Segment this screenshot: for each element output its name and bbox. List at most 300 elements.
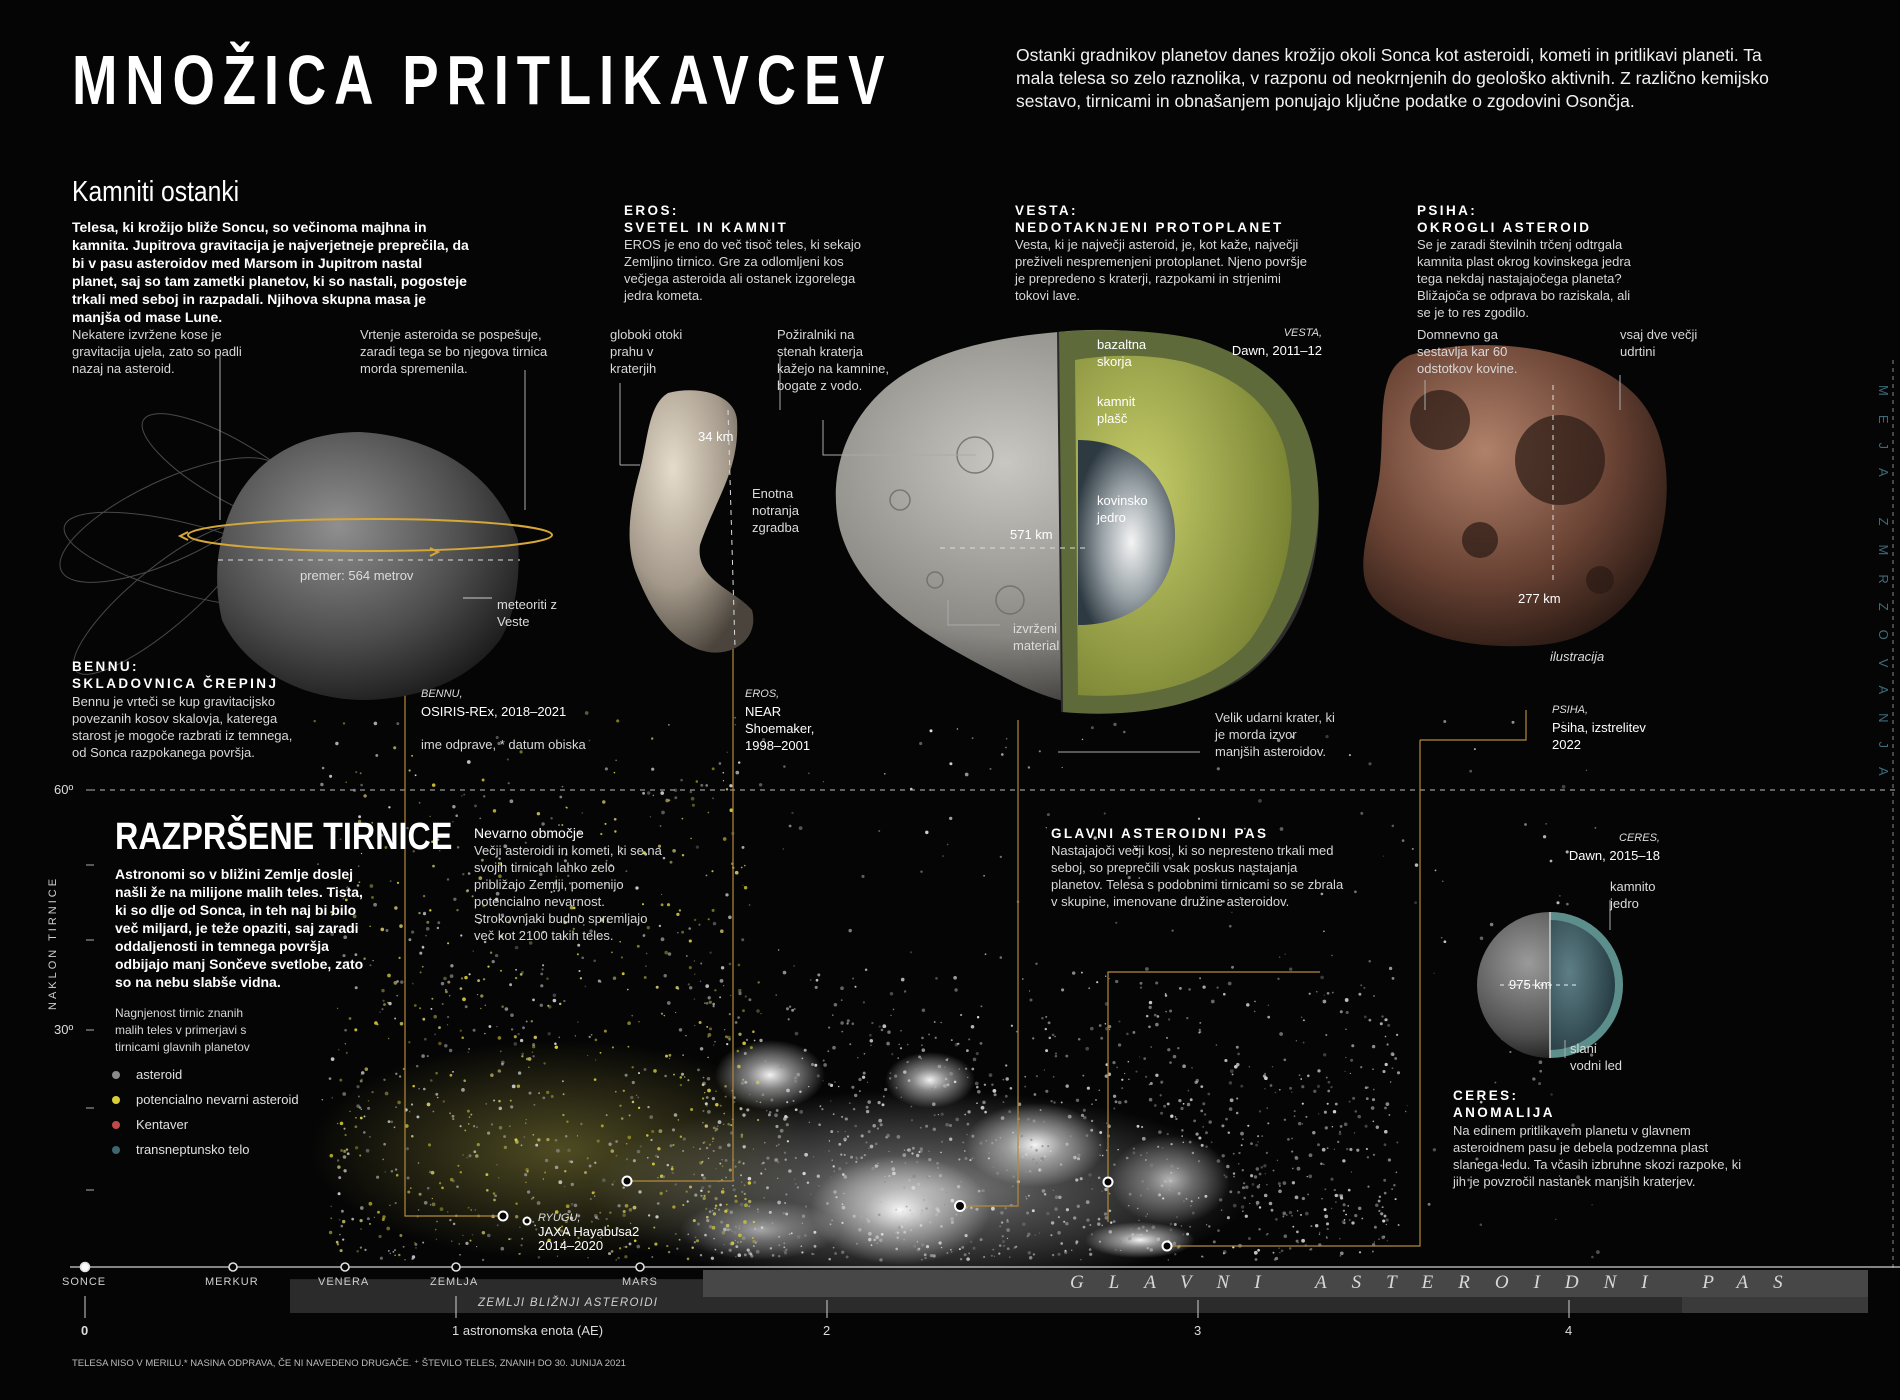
asteroid-dot: [1143, 1057, 1146, 1060]
asteroid-dot: [789, 1233, 791, 1235]
axis-body-sun: SONCE: [62, 1276, 107, 1288]
asteroid-dot: [337, 1159, 339, 1161]
asteroid-dot: [689, 966, 692, 969]
asteroid-dot: [359, 1106, 361, 1108]
asteroid-dot: [337, 1165, 340, 1168]
asteroid-dot: [1090, 1027, 1094, 1031]
asteroid-dot: [1045, 1049, 1048, 1052]
asteroid-dot: [999, 1244, 1002, 1247]
asteroid-dot: [463, 1079, 466, 1082]
asteroid-dot: [903, 1239, 905, 1241]
asteroid-dot: [580, 1123, 582, 1125]
asteroid-dot: [651, 737, 653, 739]
asteroid-dot: [1242, 1169, 1244, 1171]
asteroid-dot: [1000, 1137, 1001, 1138]
asteroid-dot: [475, 1154, 479, 1158]
asteroid-dot: [1390, 1081, 1392, 1083]
asteroid-dot: [950, 1217, 954, 1221]
asteroid-dot: [888, 1175, 890, 1177]
asteroid-dot: [527, 1190, 530, 1193]
asteroid-dot: [1131, 1233, 1134, 1236]
asteroid-dot: [912, 1186, 916, 1190]
asteroid-dot: [515, 946, 519, 950]
asteroid-dot: [1206, 1224, 1207, 1225]
asteroid-dot: [1255, 1144, 1258, 1147]
asteroid-dot: [650, 816, 651, 817]
asteroid-dot: [672, 849, 676, 853]
asteroid-dot: [757, 1210, 759, 1212]
asteroid-dot: [868, 1148, 869, 1149]
asteroid-dot: [426, 927, 430, 931]
asteroid-dot: [374, 722, 378, 726]
asteroid-dot: [722, 772, 724, 774]
asteroid-dot: [976, 1102, 978, 1104]
asteroid-dot: [1229, 925, 1232, 928]
asteroid-dot: [1317, 1069, 1320, 1072]
asteroid-dot: [765, 1168, 767, 1170]
asteroid-dot: [355, 1146, 358, 1149]
asteroid-dot: [551, 1095, 554, 1098]
asteroid-dot: [947, 844, 949, 846]
asteroid-dot: [449, 995, 450, 996]
asteroid-dot: [795, 1183, 797, 1185]
asteroid-dot: [980, 1042, 983, 1045]
asteroid-dot: [723, 1188, 724, 1189]
asteroid-dot: [1480, 937, 1484, 941]
asteroid-dot: [1155, 1074, 1158, 1077]
asteroid-dot: [531, 1020, 533, 1022]
asteroid-dot: [854, 1094, 857, 1097]
asteroid-dot: [1538, 1082, 1541, 1085]
asteroid-dot: [411, 755, 413, 757]
asteroid-dot: [681, 1073, 684, 1076]
asteroid-dot: [786, 1101, 788, 1103]
asteroid-dot: [504, 1146, 507, 1149]
asteroid-dot: [976, 1086, 979, 1089]
asteroid-dot: [1133, 1148, 1135, 1150]
asteroid-dot: [1003, 1245, 1004, 1246]
asteroid-dot: [1279, 956, 1280, 957]
asteroid-dot: [1109, 1210, 1112, 1213]
asteroid-dot: [1082, 739, 1084, 741]
asteroid-dot: [748, 998, 751, 1001]
asteroid-dot: [1301, 1085, 1304, 1088]
asteroid-dot: [1085, 1047, 1089, 1051]
asteroid-dot: [344, 1150, 345, 1151]
asteroid-dot: [747, 1249, 750, 1252]
asteroid-dot: [578, 970, 580, 972]
asteroid-dot: [1188, 988, 1191, 991]
asteroid-dot: [500, 1247, 504, 1251]
asteroid-dot: [374, 1217, 375, 1218]
asteroid-dot: [430, 1008, 432, 1010]
asteroid-dot: [360, 1206, 364, 1210]
asteroid-dot: [416, 1115, 419, 1118]
asteroid-dot: [515, 977, 517, 979]
asteroid-dot: [840, 1021, 844, 1025]
asteroid-dot: [895, 1248, 898, 1251]
asteroid-dot: [1294, 1115, 1296, 1117]
asteroid-dot: [542, 964, 544, 966]
asteroid-dot: [1312, 1131, 1315, 1134]
asteroid-dot: [531, 1198, 533, 1200]
asteroid-dot: [804, 1153, 808, 1157]
asteroid-dot: [841, 999, 843, 1001]
asteroid-dot: [1170, 1165, 1174, 1169]
asteroid-dot: [1236, 1063, 1239, 1066]
asteroid-dot: [580, 977, 582, 979]
asteroid-dot: [1024, 1086, 1026, 1088]
asteroid-dot: [904, 990, 906, 992]
asteroid-dot: [875, 1143, 878, 1146]
asteroid-dot: [1175, 1116, 1176, 1117]
asteroid-dot: [966, 1257, 970, 1261]
danger-heading: Nevarno območje: [474, 825, 584, 841]
asteroid-dot: [1391, 1052, 1395, 1056]
asteroid-dot: [559, 1003, 561, 1005]
asteroid-dot: [1064, 1250, 1066, 1252]
asteroid-dot: [1383, 1179, 1386, 1182]
asteroid-dot: [1385, 1018, 1388, 1021]
asteroid-dot: [1264, 1194, 1268, 1198]
frost-line-label: MEJA ZMRZOVANJA: [1876, 385, 1891, 795]
main-belt-text: Nastajajoči večji kosi, ki so nepresteno trkali med seboj, so preprečili vsak poskus nastajanja planetov. Telesa s podobnimi tirnicami so se zbrala v skupine, imenovane družine asteroidov.: [1051, 843, 1344, 909]
asteroid-dot: [860, 1156, 863, 1159]
asteroid-dot: [1216, 986, 1218, 988]
asteroid-dot: [745, 995, 747, 997]
asteroid-dot: [1109, 978, 1110, 979]
asteroid-dot: [1294, 1110, 1296, 1112]
asteroid-dot: [694, 960, 695, 961]
asteroid-dot: [343, 1155, 347, 1159]
asteroid-dot: [1142, 1180, 1144, 1182]
asteroid-dot: [960, 1214, 963, 1217]
asteroid-dot: [946, 1192, 947, 1193]
asteroid-dot: [706, 1026, 708, 1028]
asteroid-dot: [753, 1245, 755, 1247]
asteroid-dot: [741, 1136, 743, 1138]
asteroid-dot: [1167, 1133, 1169, 1135]
asteroid-dot: [718, 1120, 722, 1124]
asteroid-dot: [784, 1252, 787, 1255]
asteroid-dot: [1387, 1240, 1389, 1242]
asteroid-dot: [360, 1080, 363, 1083]
asteroid-dot: [1227, 1216, 1230, 1219]
asteroid-dot: [1367, 1086, 1369, 1088]
asteroid-dot: [783, 1246, 785, 1248]
asteroid-dot: [526, 1021, 528, 1023]
asteroid-dot: [544, 1172, 546, 1174]
asteroid-dot: [1088, 1173, 1091, 1176]
asteroid-dot: [383, 1079, 385, 1081]
asteroid-dot: [1297, 1167, 1301, 1171]
asteroid-dot: [525, 1182, 526, 1183]
asteroid-dot: [1035, 963, 1037, 965]
asteroid-dot: [595, 1059, 596, 1060]
asteroid-dot: [1414, 901, 1417, 904]
asteroid-dot: [369, 1223, 371, 1225]
asteroid-dot: [886, 1134, 890, 1138]
asteroid-dot: [734, 1231, 737, 1234]
asteroid-dot: [828, 1150, 830, 1152]
asteroid-dot: [676, 913, 679, 916]
asteroid-dot: [1113, 723, 1116, 726]
asteroid-dot: [966, 1207, 967, 1208]
psyche-caption-2: OKROGLI ASTEROID: [1417, 220, 1592, 235]
asteroid-dot: [858, 1228, 862, 1232]
asteroid-dot: [725, 893, 728, 896]
asteroid-dot: [450, 1074, 453, 1077]
asteroid-dot: [712, 767, 715, 770]
asteroid-dot: [964, 1114, 966, 1116]
asteroid-dot: [535, 1144, 538, 1147]
asteroid-dot: [1000, 856, 1002, 858]
asteroid-dot: [813, 1156, 814, 1157]
asteroid-dot: [762, 1093, 765, 1096]
asteroid-dot: [329, 775, 332, 778]
asteroid-dot: [960, 1258, 962, 1260]
asteroid-dot: [804, 1234, 807, 1237]
asteroid-dot: [920, 1212, 924, 1216]
asteroid-dot: [1539, 1060, 1543, 1064]
asteroid-dot: [686, 1191, 688, 1193]
axis-body-venus: VENERA: [318, 1276, 370, 1288]
asteroid-dot: [510, 799, 514, 803]
asteroid-dot: [1267, 1233, 1268, 1234]
asteroid-dot: [1275, 1218, 1278, 1221]
asteroid-dot: [770, 1099, 773, 1102]
asteroid-dot: [684, 1076, 685, 1077]
asteroid-dot: [1183, 1103, 1185, 1105]
asteroid-dot: [1010, 1087, 1013, 1090]
asteroid-dot: [1371, 1106, 1375, 1110]
asteroid-dot: [337, 1243, 339, 1245]
asteroid-dot: [1047, 813, 1050, 816]
asteroid-dot: [1252, 1183, 1255, 1186]
asteroid-dot: [704, 1092, 705, 1093]
asteroid-dot: [1053, 1190, 1054, 1191]
asteroid-dot: [777, 1178, 778, 1179]
legend-item: [112, 1062, 299, 1087]
asteroid-dot: [935, 1037, 937, 1039]
asteroid-dot: [872, 1124, 876, 1128]
asteroid-dot: [1591, 1204, 1592, 1205]
asteroid-dot: [1186, 1017, 1188, 1019]
asteroid-dot: [811, 1063, 814, 1066]
asteroid-dot: [895, 1231, 898, 1234]
asteroid-dot: [714, 1041, 716, 1043]
asteroid-dot: [729, 784, 732, 787]
asteroid-dot: [823, 781, 824, 782]
asteroid-dot: [877, 1163, 878, 1164]
asteroid-dot: [1380, 1022, 1383, 1025]
asteroid-dot: [851, 1086, 854, 1089]
asteroid-dot: [783, 848, 784, 849]
asteroid-dot: [345, 1134, 347, 1136]
asteroid-dot: [831, 1176, 832, 1177]
asteroid-dot: [493, 1099, 495, 1101]
asteroid-dot: [1088, 987, 1090, 989]
asteroid-dot: [1344, 1122, 1348, 1126]
asteroid-dot: [890, 1015, 891, 1016]
asteroid-dot: [711, 1257, 714, 1260]
asteroid-dot: [950, 1249, 952, 1251]
asteroid-dot: [396, 980, 399, 983]
asteroid-dot: [1282, 1212, 1286, 1216]
asteroid-dot: [1328, 1081, 1331, 1084]
asteroid-dot: [1022, 1222, 1025, 1225]
asteroid-dot: [432, 865, 435, 868]
asteroid-dot: [466, 1157, 467, 1158]
asteroid-dot: [627, 1021, 631, 1025]
asteroid-dot: [1351, 1221, 1354, 1224]
asteroid-dot: [1071, 1249, 1073, 1251]
asteroid-dot: [867, 1082, 868, 1083]
asteroid-dot: [410, 1187, 412, 1189]
asteroid-dot: [1148, 1025, 1151, 1028]
asteroid-dot: [395, 1073, 397, 1075]
asteroid-dot: [1376, 1126, 1379, 1129]
asteroid-dot: [611, 952, 613, 954]
asteroid-dot: [920, 1224, 923, 1227]
asteroid-dot: [1386, 1224, 1387, 1225]
asteroid-dot: [1444, 940, 1447, 943]
asteroid-dot: [1226, 1165, 1230, 1169]
bennu-mission: [421, 686, 566, 720]
asteroid-dot: [330, 1217, 332, 1219]
asteroid-dot: [482, 1259, 484, 1261]
asteroid-dot: [735, 724, 737, 726]
asteroid-dot: [693, 1219, 696, 1222]
asteroid-dot: [868, 1238, 871, 1241]
y-axis-label: NAKLON TIRNICE: [47, 875, 59, 1010]
asteroid-dot: [706, 1002, 709, 1005]
asteroid-dot: [1257, 1141, 1259, 1143]
asteroid-dot: [712, 1097, 715, 1100]
asteroid-dot: [473, 1029, 476, 1032]
asteroid-dot: [587, 1055, 588, 1056]
asteroid-dot: [705, 1124, 708, 1127]
asteroid-dot: [1388, 1158, 1391, 1161]
asteroid-dot: [777, 1161, 780, 1164]
asteroid-dot: [376, 1023, 378, 1025]
asteroid-dot: [966, 1049, 969, 1052]
asteroid-dot: [1358, 1207, 1361, 1210]
asteroid-dot: [1354, 890, 1357, 893]
asteroid-dot: [1217, 767, 1220, 770]
asteroid-dot: [1395, 1198, 1397, 1200]
asteroid-dot: [967, 1123, 970, 1126]
asteroid-dot: [1249, 1066, 1250, 1067]
asteroid-dot: [1474, 748, 1476, 750]
asteroid-dot: [427, 1103, 431, 1107]
asteroid-dot: [785, 1193, 787, 1195]
asteroid-dot: [418, 1209, 420, 1211]
asteroid-dot: [791, 1009, 794, 1012]
asteroid-dot: [776, 1145, 778, 1147]
asteroid-dot: [1298, 1122, 1302, 1126]
asteroid-dot: [563, 1093, 565, 1095]
asteroid-dot: [794, 1008, 796, 1010]
asteroid-dot: [922, 1048, 926, 1052]
asteroid-dot: [858, 1179, 861, 1182]
asteroid-dot: [1201, 1256, 1203, 1258]
eros-dust-note: globoki otoki prahu v kraterjih: [610, 327, 683, 376]
asteroid-dot: [784, 1152, 786, 1154]
asteroid-dot: [749, 1223, 752, 1226]
asteroid-dot: [1384, 1215, 1387, 1218]
asteroid-dot: [1007, 1238, 1008, 1239]
asteroid-dot: [500, 970, 502, 972]
asteroid-dot: [1118, 1020, 1120, 1022]
asteroid-dot: [1384, 1107, 1387, 1110]
asteroid-dot: [1308, 1175, 1312, 1179]
asteroid-dot: [742, 1009, 745, 1012]
asteroid-dot: [340, 1249, 343, 1252]
asteroid-dot: [714, 1207, 716, 1209]
asteroid-dot: [1366, 1148, 1368, 1150]
asteroid-dot: [1120, 1250, 1121, 1251]
asteroid-dot: [726, 1043, 728, 1045]
asteroid-dot: [1278, 1247, 1280, 1249]
asteroid-dot: [786, 1007, 789, 1010]
asteroid-dot: [627, 1136, 631, 1140]
asteroid-dot: [1296, 1231, 1299, 1234]
asteroid-dot: [657, 1177, 658, 1178]
asteroid-dot: [996, 1172, 999, 1175]
asteroid-dot: [395, 1106, 397, 1108]
asteroid-dot: [1002, 1132, 1004, 1134]
asteroid-dot: [668, 952, 672, 956]
asteroid-dot: [1398, 1224, 1400, 1226]
asteroid-dot: [1073, 1156, 1077, 1160]
asteroid-dot: [913, 1210, 915, 1212]
asteroid-dot: [833, 1165, 835, 1167]
asteroid-dot: [1374, 1241, 1375, 1242]
asteroid-dot: [945, 1078, 948, 1081]
asteroid-dot: [399, 924, 403, 928]
asteroid-dot: [616, 1155, 618, 1157]
asteroid-dot: [840, 986, 844, 990]
asteroid-dot: [1027, 1233, 1030, 1236]
asteroid-dot: [390, 880, 392, 882]
asteroid-dot: [651, 1256, 653, 1258]
asteroid-dot: [1055, 1055, 1058, 1058]
asteroid-dot: [449, 1049, 452, 1052]
asteroid-dot: [365, 1067, 369, 1071]
asteroid-dot: [1266, 1107, 1268, 1109]
asteroid-dot: [1045, 1090, 1048, 1093]
asteroid-dot: [1190, 1098, 1193, 1101]
asteroid-dot: [1035, 1149, 1038, 1152]
asteroid-dot: [1000, 1211, 1003, 1214]
asteroid-dot: [1048, 1021, 1051, 1024]
asteroid-dot: [461, 795, 463, 797]
asteroid-dot: [1273, 1170, 1275, 1172]
asteroid-dot: [1254, 1175, 1257, 1178]
asteroid-dot: [411, 931, 414, 934]
asteroid-dot: [854, 986, 856, 988]
asteroid-dot: [1240, 1132, 1244, 1136]
asteroid-dot: [1173, 1055, 1177, 1059]
asteroid-dot: [496, 1164, 497, 1165]
asteroid-dot: [1254, 1001, 1256, 1003]
asteroid-dot: [665, 1055, 668, 1058]
asteroid-dot: [713, 1238, 714, 1239]
asteroid-dot: [492, 960, 495, 963]
asteroid-dot: [1233, 1172, 1235, 1174]
asteroid-dot: [460, 987, 463, 990]
